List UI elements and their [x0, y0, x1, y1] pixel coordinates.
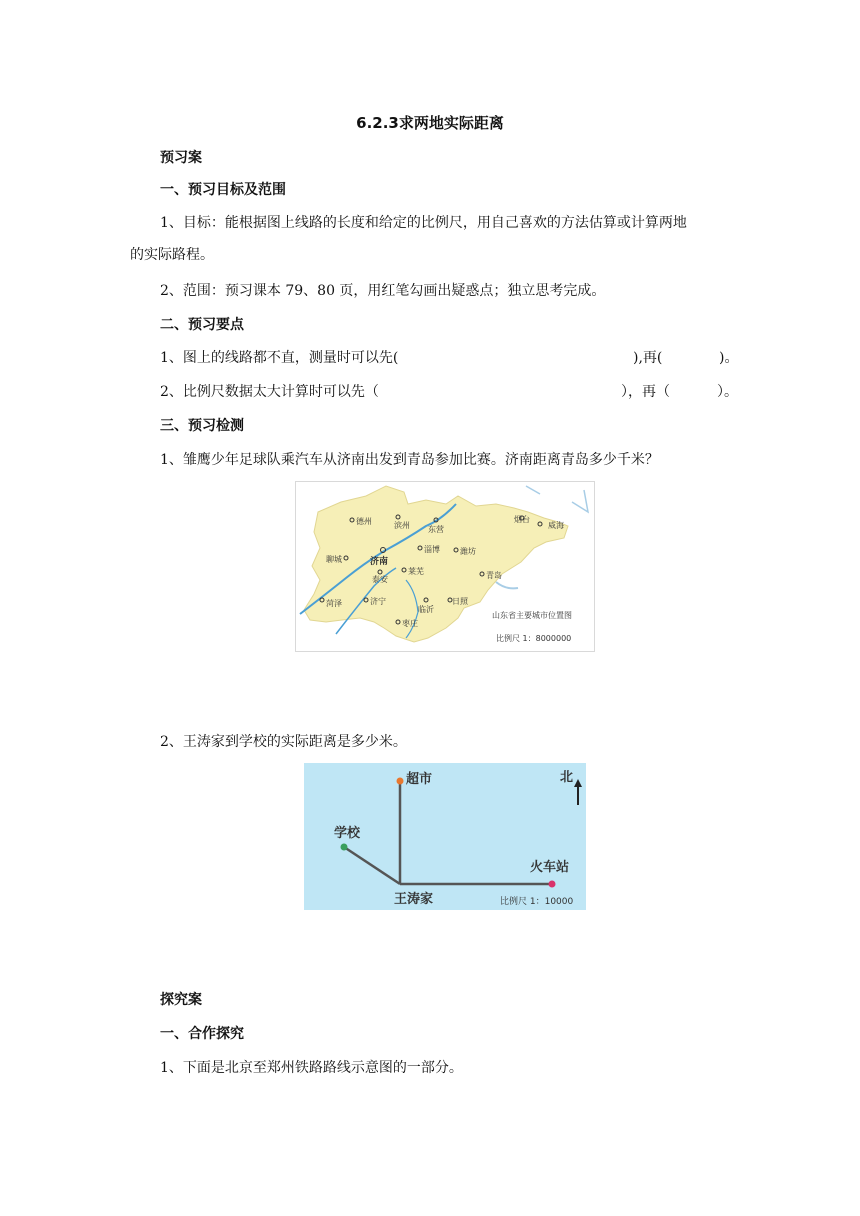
- city-label: 淄博: [424, 545, 440, 554]
- goal-line-2: 的实际路程。: [130, 247, 214, 263]
- explore-heading: 一、合作探究: [160, 1026, 244, 1042]
- station-label: 火车站: [530, 860, 570, 875]
- city-label: 泰安: [372, 575, 388, 584]
- page-title: 6.2.3求两地实际距离: [356, 114, 504, 132]
- school-label: 学校: [334, 826, 361, 841]
- north-arrow-icon: [574, 779, 582, 805]
- point1-a: 1、图上的线路都不直，测量时可以先(: [160, 350, 399, 366]
- city-label: 德州: [356, 517, 372, 526]
- shandong-map: [295, 481, 595, 652]
- station-marker: [549, 881, 556, 888]
- city-label: 聊城: [326, 555, 342, 564]
- map-caption: 山东省主要城市位置图: [492, 611, 572, 620]
- city-label: 菏泽: [326, 599, 342, 608]
- route-map-scale: 比例尺 1：10000: [500, 897, 574, 907]
- city-label: 威海: [548, 521, 564, 530]
- city-label: 莱芜: [408, 567, 424, 576]
- point2-b: ），再（: [621, 384, 670, 400]
- school-marker: [341, 844, 348, 851]
- scope-line: 2、范围：预习课本 79、80 页，用红笔勾画出疑惑点；独立思考完成。: [160, 283, 606, 299]
- city-label: 东营: [428, 525, 444, 534]
- city-label: 临沂: [418, 605, 434, 614]
- map-scale: 比例尺 1：8000000: [496, 634, 572, 643]
- city-label: 济南: [370, 557, 389, 567]
- city-label: 日照: [452, 597, 468, 606]
- city-label: 滨州: [394, 521, 410, 530]
- city-label: 烟台: [514, 515, 530, 524]
- city-label: 济宁: [370, 597, 386, 606]
- explore-question-1: 1、下面是北京至郑州铁路路线示意图的一部分。: [160, 1060, 463, 1076]
- market-marker: [397, 778, 404, 785]
- question-1: 1、雏鹰少年足球队乘汽车从济南出发到青岛参加比赛。济南距离青岛多少千米？: [160, 452, 659, 468]
- point2-a: 2、比例尺数据太大计算时可以先（: [160, 384, 379, 400]
- home-label: 王涛家: [394, 892, 434, 907]
- city-label: 潍坊: [460, 547, 476, 556]
- section-explore-heading: 探究案: [160, 992, 202, 1008]
- section-preview-heading: 预习案: [160, 150, 202, 166]
- part1-heading: 一、预习目标及范围: [160, 182, 286, 198]
- point1-c: )。: [719, 350, 739, 366]
- market-label: 超市: [406, 772, 433, 787]
- part3-heading: 三、预习检测: [160, 418, 244, 434]
- city-label: 枣庄: [402, 619, 418, 628]
- question-2: 2、王涛家到学校的实际距离是多少米。: [160, 734, 407, 750]
- north-label: 北: [560, 770, 574, 785]
- part2-heading: 二、预习要点: [160, 317, 244, 333]
- route-map: [304, 763, 586, 910]
- point1-b: ),再(: [633, 350, 663, 366]
- goal-line-1: 1、目标：能根据图上线路的长度和给定的比例尺，用自己喜欢的方法估算或计算两地: [160, 215, 687, 231]
- city-label: 青岛: [486, 571, 502, 580]
- point2-c: ）。: [717, 384, 738, 400]
